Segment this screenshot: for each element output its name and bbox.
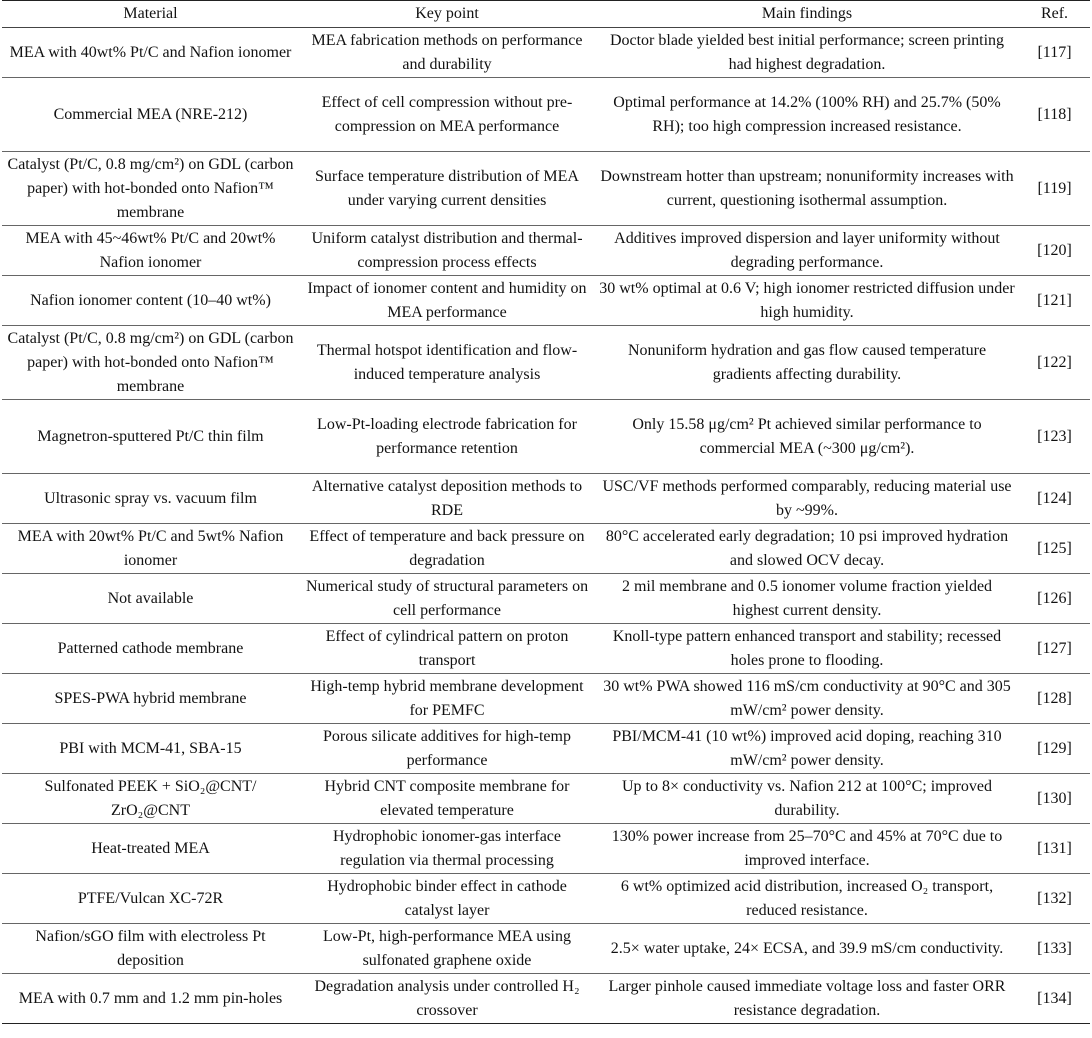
cell-ref: [120]: [1037, 241, 1072, 259]
table-body: [2, 28, 1090, 1024]
cell-ref: [123]: [1037, 427, 1072, 445]
cell-ref: [117]: [1037, 43, 1072, 61]
cell-ref: [130]: [1037, 789, 1072, 807]
cell-material: Ultrasonic spray vs. vacuum film: [44, 489, 257, 507]
header-ref: Ref.: [1040, 5, 1069, 22]
cell-main-findings: Larger pinhole caused immediate voltage loss and faster ORR resistance degradation.: [608, 977, 1006, 1019]
cell-ref: [119]: [1037, 179, 1072, 197]
cell-main-findings: Optimal performance at 14.2% (100% RH) and 25.7% (50% RH); too high compression increased resistance.: [613, 93, 1001, 135]
cell-material: Not available: [107, 589, 194, 607]
cell-ref: [129]: [1037, 739, 1072, 757]
cell-ref: [131]: [1037, 839, 1072, 857]
table-row: [2, 78, 1090, 152]
cell-material: Sulfonated PEEK + SiO₂@CNT/ ZrO₂@CNT: [44, 777, 257, 819]
cell-material: MEA with 40wt% Pt/C and Nafion ionomer: [9, 43, 292, 61]
table-row: [2, 326, 1090, 400]
cell-key-point: Thermal hotspot identification and flow-induced temperature analysis: [316, 341, 578, 383]
cell-material: SPES-PWA hybrid membrane: [54, 689, 247, 707]
cell-key-point: Effect of cell compression without pre-compression on MEA performance: [321, 93, 573, 135]
table-row: [2, 824, 1090, 874]
cell-main-findings: 2.5× water uptake, 24× ECSA, and 39.9 mS/cm conductivity.: [610, 939, 1004, 957]
cell-ref: [126]: [1037, 589, 1072, 607]
cell-main-findings: Up to 8× conductivity vs. Nafion 212 at 100°C; improved durability.: [621, 777, 993, 819]
cell-material: Heat-treated MEA: [91, 839, 210, 857]
cell-material: PBI with MCM-41, SBA-15: [59, 739, 242, 757]
table-row: [2, 524, 1090, 574]
table-row: [2, 226, 1090, 276]
table-row: [2, 28, 1090, 78]
cell-ref: [134]: [1037, 989, 1072, 1007]
cell-key-point: Degradation analysis under controlled H₂ crossover: [314, 977, 580, 1019]
table-row: [2, 724, 1090, 774]
table-row: [2, 874, 1090, 924]
cell-ref: [124]: [1037, 489, 1072, 507]
cell-ref: [133]: [1037, 939, 1072, 957]
cell-key-point: Porous silicate additives for high-temp performance: [323, 727, 571, 769]
cell-key-point: Low-Pt-loading electrode fabrication for performance retention: [317, 415, 577, 457]
cell-main-findings: Doctor blade yielded best initial performance; screen printing had highest degradation.: [609, 31, 1005, 73]
table-row: [2, 674, 1090, 724]
table-header-row: [2, 1, 1090, 28]
cell-material: MEA with 0.7 mm and 1.2 mm pin-holes: [18, 989, 283, 1007]
header-main-findings: Main findings: [761, 5, 853, 22]
cell-material: MEA with 20wt% Pt/C and 5wt% Nafion ionomer: [17, 527, 284, 569]
cell-material: Patterned cathode membrane: [57, 639, 244, 657]
cell-key-point: Hydrophobic ionomer-gas interface regulation via thermal processing: [332, 827, 562, 869]
cell-ref: [128]: [1037, 689, 1072, 707]
table-row: [2, 624, 1090, 674]
cell-ref: [125]: [1037, 539, 1072, 557]
table-row: [2, 152, 1090, 226]
cell-key-point: Effect of cylindrical pattern on proton transport: [325, 627, 569, 669]
cell-main-findings: 30 wt% PWA showed 116 mS/cm conductivity at 90°C and 305 mW/cm² power density.: [603, 677, 1011, 719]
cell-key-point: Uniform catalyst distribution and thermal-compression process effects: [311, 229, 583, 271]
table-row: [2, 774, 1090, 824]
cell-material: Catalyst (Pt/C, 0.8 mg/cm²) on GDL (carbon paper) with hot-bonded onto Nafion™ membrane: [7, 329, 294, 395]
cell-key-point: Low-Pt, high-performance MEA using sulfonated graphene oxide: [323, 927, 571, 969]
table-row: [2, 574, 1090, 624]
cell-material: Commercial MEA (NRE-212): [53, 105, 248, 123]
cell-main-findings: Nonuniform hydration and gas flow caused temperature gradients affecting durability.: [627, 341, 987, 383]
cell-key-point: Surface temperature distribution of MEA under varying current densities: [315, 167, 579, 209]
cell-key-point: Hydrophobic binder effect in cathode catalyst layer: [327, 877, 567, 919]
cell-material: Catalyst (Pt/C, 0.8 mg/cm²) on GDL (carbon paper) with hot-bonded onto Nafion™ membrane: [7, 155, 294, 221]
cell-material: Nafion/sGO film with electroless Pt deposition: [35, 927, 266, 969]
cell-ref: [122]: [1037, 353, 1072, 371]
table-row: [2, 400, 1090, 474]
table-row: [2, 474, 1090, 524]
review-table: [2, 0, 1090, 1024]
cell-key-point: Numerical study of structural parameters on cell performance: [305, 577, 589, 619]
header-key-point: Key point: [415, 5, 479, 22]
cell-key-point: Effect of temperature and back pressure on degradation: [309, 527, 585, 569]
cell-material: Nafion ionomer content (10–40 wt%): [30, 291, 271, 309]
cell-main-findings: 30 wt% optimal at 0.6 V; high ionomer restricted diffusion under high humidity.: [599, 279, 1015, 321]
cell-main-findings: 2 mil membrane and 0.5 ionomer volume fraction yielded highest current density.: [621, 577, 993, 619]
cell-main-findings: Downstream hotter than upstream; nonuniformity increases with current, questioning isothermal assumption.: [600, 167, 1014, 209]
cell-main-findings: USC/VF methods performed comparably, reducing material use by ~99%.: [602, 477, 1012, 519]
cell-material: Magnetron-sputtered Pt/C thin film: [37, 427, 264, 445]
cell-main-findings: PBI/MCM-41 (10 wt%) improved acid doping, reaching 310 mW/cm² power density.: [612, 727, 1002, 769]
cell-main-findings: 80°C accelerated early degradation; 10 psi improved hydration and slowed OCV decay.: [605, 527, 1009, 569]
table-row: [2, 974, 1090, 1024]
cell-ref: [127]: [1037, 639, 1072, 657]
cell-material: MEA with 45~46wt% Pt/C and 20wt% Nafion ionomer: [25, 229, 276, 271]
cell-ref: [118]: [1037, 105, 1072, 123]
cell-key-point: Impact of ionomer content and humidity on MEA performance: [307, 279, 587, 321]
cell-main-findings: Knoll-type pattern enhanced transport and stability; recessed holes prone to flooding.: [612, 627, 1002, 669]
cell-main-findings: Only 15.58 μg/cm² Pt achieved similar performance to commercial MEA (~300 μg/cm²).: [632, 415, 982, 457]
table-row: [2, 276, 1090, 326]
cell-main-findings: 130% power increase from 25–70°C and 45% at 70°C due to improved interface.: [611, 827, 1003, 869]
cell-key-point: Hybrid CNT composite membrane for elevated temperature: [324, 777, 570, 819]
cell-material: PTFE/Vulcan XC-72R: [77, 889, 224, 907]
cell-key-point: MEA fabrication methods on performance and durability: [311, 31, 583, 73]
cell-main-findings: 6 wt% optimized acid distribution, increased O₂ transport, reduced resistance.: [620, 877, 994, 919]
cell-key-point: High-temp hybrid membrane development for PEMFC: [310, 677, 584, 719]
cell-ref: [132]: [1037, 889, 1072, 907]
header-material: Material: [123, 5, 178, 22]
cell-main-findings: Additives improved dispersion and layer uniformity without degrading performance.: [614, 229, 1000, 271]
table-row: [2, 924, 1090, 974]
cell-ref: [121]: [1037, 291, 1072, 309]
cell-key-point: Alternative catalyst deposition methods to RDE: [311, 477, 583, 519]
